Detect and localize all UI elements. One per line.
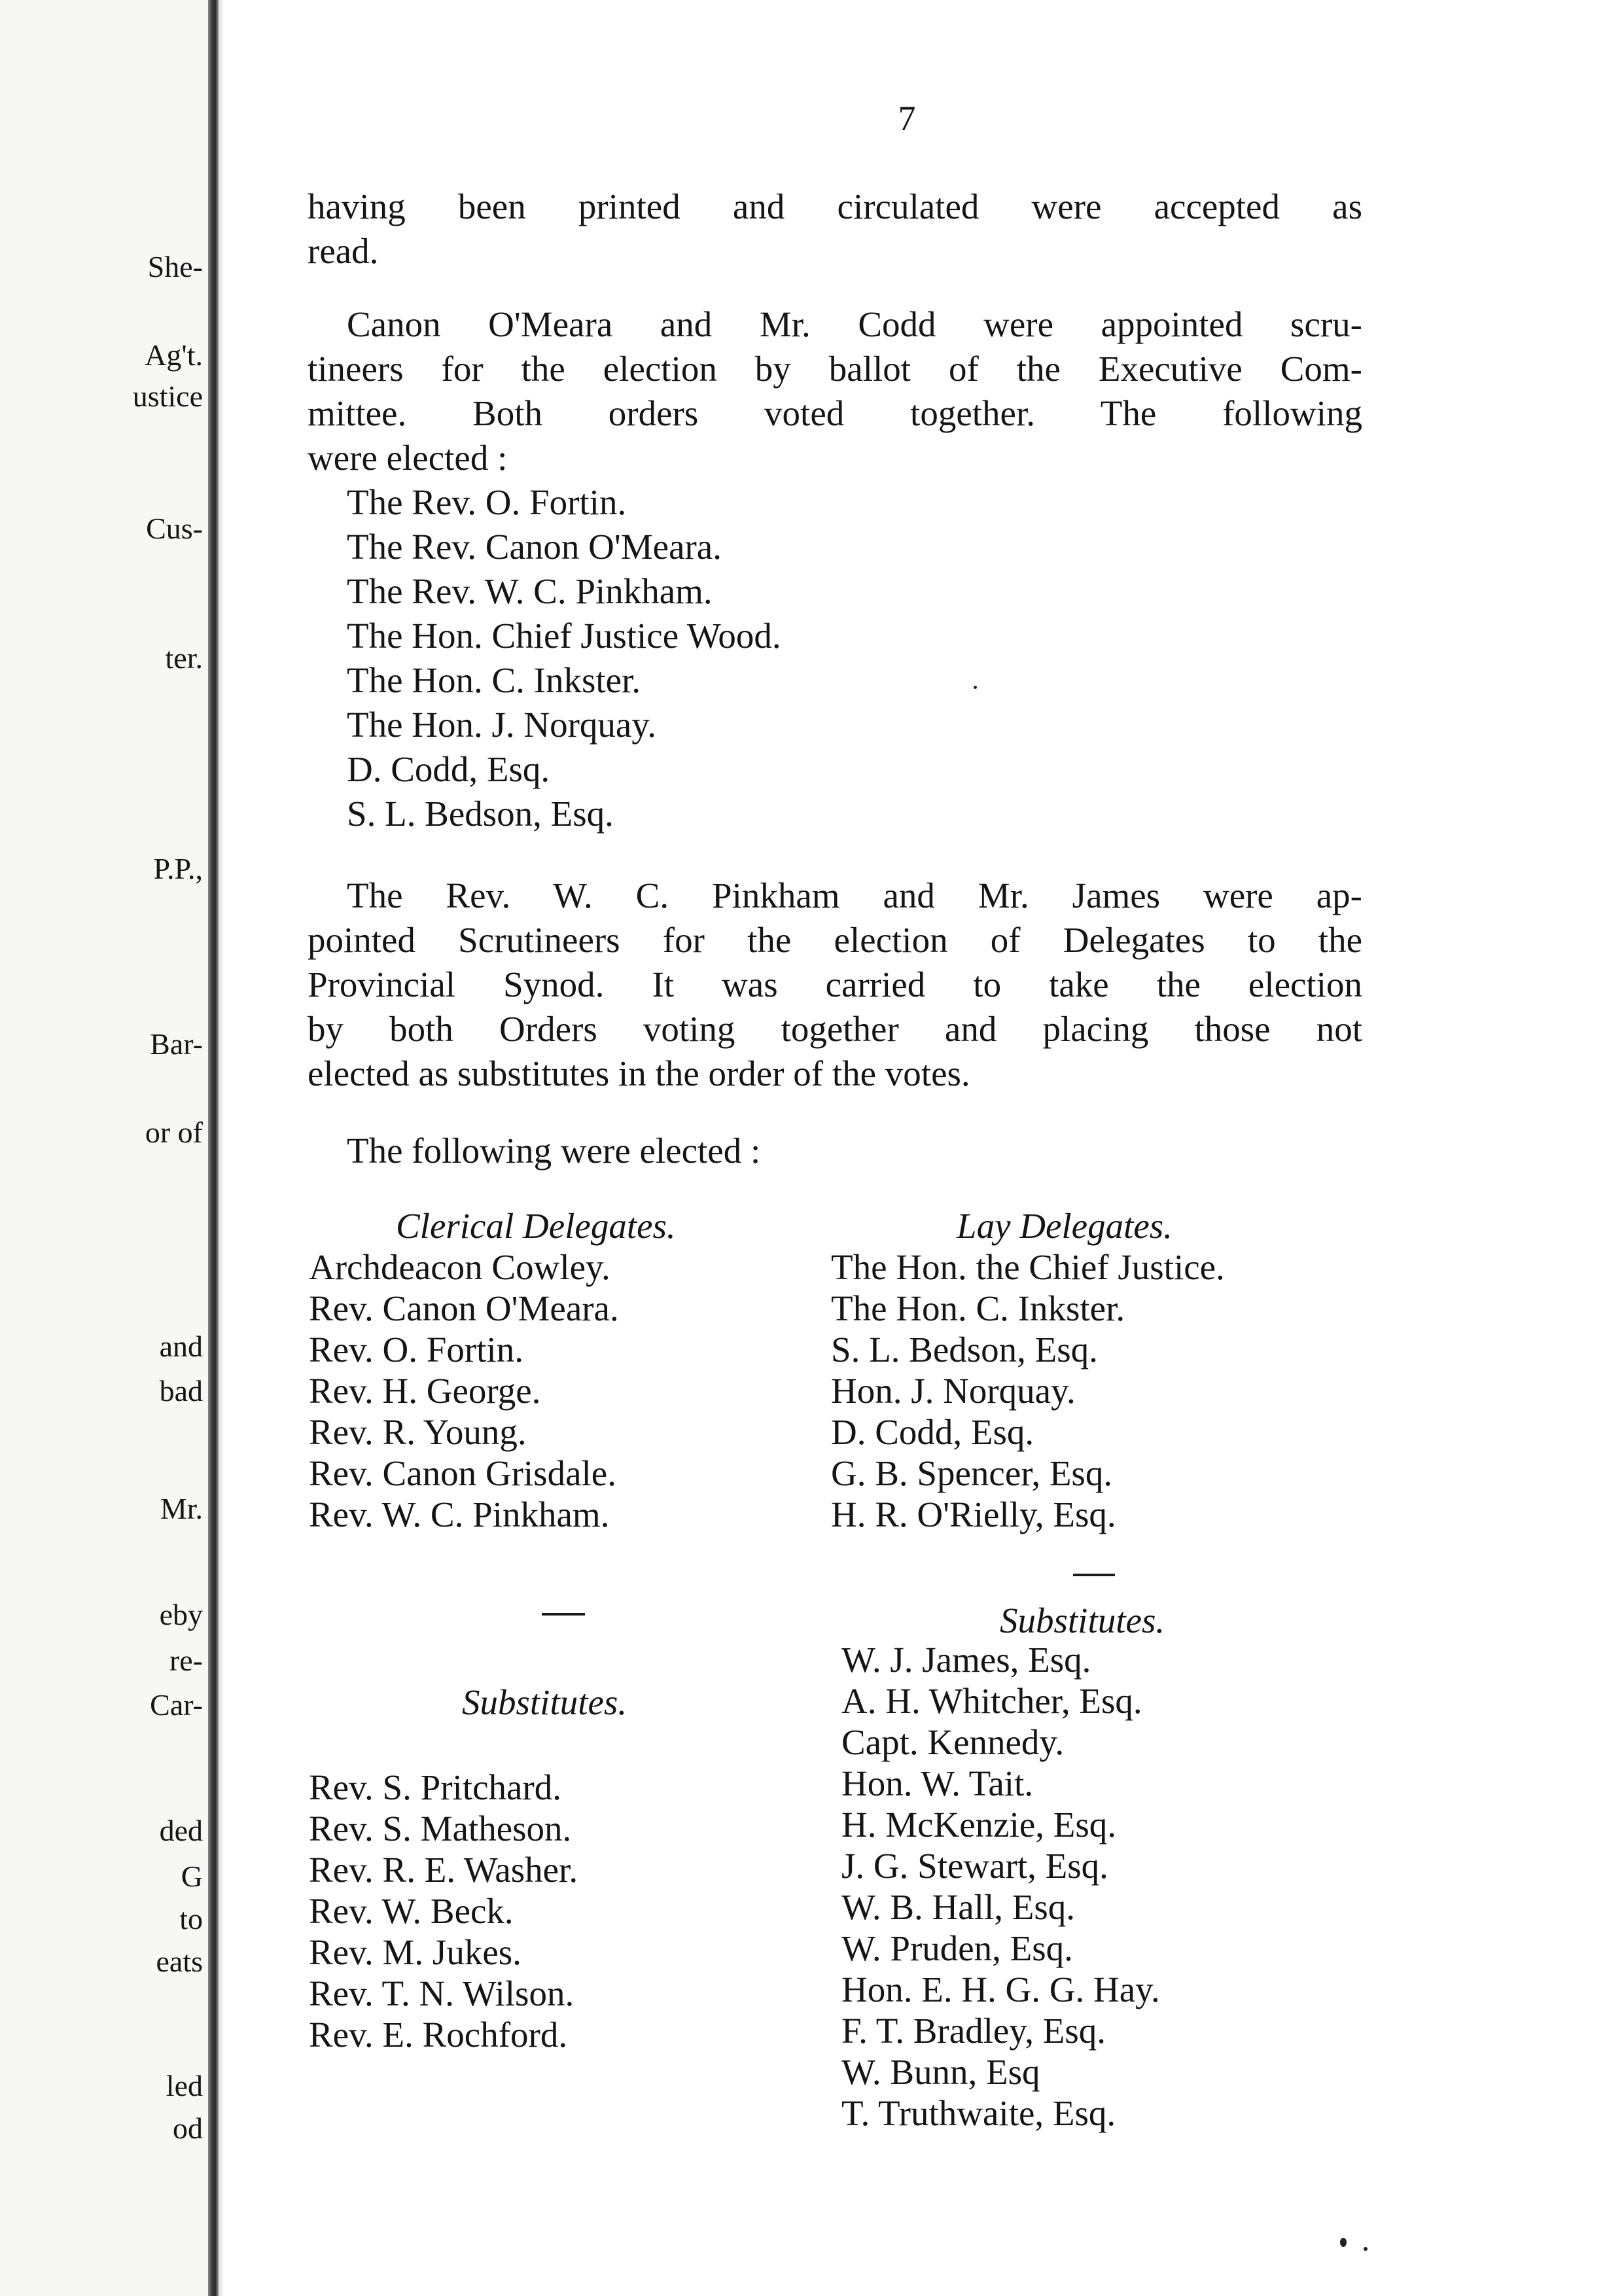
list-item: Hon. J. Norquay. — [831, 1371, 1076, 1411]
list-item: The Hon. the Chief Justice. — [831, 1247, 1225, 1287]
list-item: D. Codd, Esq. — [831, 1412, 1034, 1452]
list-item: Rev. T. N. Wilson. — [309, 1973, 574, 2013]
list-item: W. J. James, Esq. — [841, 1640, 1091, 1680]
paragraph-line: Provincial Synod. It was carried to take the election — [308, 964, 1362, 1004]
following-elected-line — [347, 1129, 1402, 1173]
list-item: Rev. M. Jukes. — [309, 1932, 521, 1972]
list-item: S. L. Bedson, Esq. — [347, 794, 614, 834]
list-item: Rev. E. Rochford. — [309, 2015, 568, 2055]
margin-fragment: She- — [147, 250, 203, 283]
clerical-delegates-list — [309, 1246, 619, 1535]
list-item: Rev. W. Beck. — [309, 1891, 514, 1931]
delegates-paragraph — [308, 874, 1362, 1096]
margin-fragment: or of — [145, 1116, 203, 1149]
list-item: Capt. Kennedy. — [841, 1722, 1065, 1762]
list-item: H. McKenzie, Esq. — [841, 1805, 1117, 1845]
paragraph-line: mittee. Both orders voted together. The following — [308, 393, 1362, 433]
list-item: The Hon. Chief Justice Wood. — [347, 616, 781, 656]
list-item: Rev. S. Matheson. — [309, 1809, 572, 1848]
list-item: Rev. R. E. Washer. — [309, 1850, 578, 1890]
margin-fragment: eats — [156, 1945, 203, 1978]
list-item: The Rev. O. Fortin. — [347, 482, 627, 522]
executive-committee-list — [347, 480, 781, 836]
list-item: J. G. Stewart, Esq. — [841, 1846, 1108, 1886]
clerical-heading: Clerical Delegates. — [396, 1206, 676, 1246]
lay-substitutes-heading: Substitutes. — [1000, 1600, 1165, 1640]
list-item: The Hon. J. Norquay. — [347, 705, 657, 745]
list-item: The Rev. Canon O'Meara. — [347, 527, 722, 567]
list-item: Rev. H. George. — [309, 1371, 541, 1411]
scrutineers-paragraph — [308, 302, 1362, 480]
margin-fragment: bad — [159, 1374, 203, 1407]
section-dash — [542, 1613, 585, 1616]
list-item: Rev. R. Young. — [309, 1412, 527, 1452]
list-item: Hon. E. H. G. G. Hay. — [841, 1969, 1160, 2009]
clerical-substitutes-heading: Substitutes. — [462, 1682, 627, 1722]
page-number: 7 — [898, 99, 916, 138]
margin-fragment: ustice — [132, 380, 203, 413]
gutter-shadow — [219, 0, 224, 2296]
paragraph-line: read. — [308, 231, 379, 271]
margin-fragment: G — [181, 1860, 203, 1893]
print-speck — [974, 686, 977, 689]
list-item: T. Truthwaite, Esq. — [841, 2093, 1116, 2133]
list-item: Hon. W. Tait. — [841, 1763, 1034, 1803]
margin-fragment: od — [173, 2111, 203, 2145]
margin-fragment: Car- — [150, 1688, 203, 1722]
list-item: D. Codd, Esq. — [347, 749, 550, 789]
margin-fragment: and — [159, 1330, 203, 1363]
margin-fragment: re- — [169, 1644, 203, 1677]
list-item: The Rev. W. C. Pinkham. — [347, 571, 713, 611]
margin-fragment: Bar- — [150, 1027, 203, 1061]
list-item: A. H. Whitcher, Esq. — [841, 1681, 1142, 1721]
list-item: Rev. W. C. Pinkham. — [309, 1494, 610, 1534]
list-item: W. Bunn, Esq — [841, 2052, 1040, 2092]
facing-page-edge — [0, 0, 208, 2296]
list-item: G. B. Spencer, Esq. — [831, 1453, 1113, 1493]
list-item: Rev. O. Fortin. — [309, 1330, 523, 1369]
list-item: F. T. Bradley, Esq. — [841, 2011, 1106, 2051]
margin-fragment: Mr. — [160, 1492, 203, 1525]
lay-heading: Lay Delegates. — [957, 1206, 1173, 1246]
list-item: Rev. Canon Grisdale. — [309, 1453, 616, 1493]
intro-paragraph — [308, 185, 1362, 274]
paragraph-line: pointed Scrutineers for the election of Delegates to the — [308, 920, 1362, 960]
paragraph-line: Canon O'Meara and Mr. Codd were appointed scru- — [347, 304, 1362, 344]
margin-fragment: ter. — [165, 641, 203, 675]
section-dash — [1073, 1574, 1115, 1576]
paragraph-line: The following were elected : — [347, 1131, 761, 1171]
book-gutter — [208, 0, 219, 2296]
paragraph-line: The Rev. W. C. Pinkham and Mr. James were ap- — [347, 875, 1362, 915]
paragraph-line: were elected : — [308, 438, 508, 478]
list-item: Rev. Canon O'Meara. — [309, 1288, 619, 1328]
paragraph-line: by both Orders voting together and placing those not — [308, 1009, 1362, 1049]
margin-fragment: P.P., — [153, 852, 203, 885]
paragraph-line: elected as substitutes in the order of the votes. — [308, 1053, 970, 1093]
margin-fragment: Cus- — [146, 512, 203, 545]
list-item: W. Pruden, Esq. — [841, 1928, 1073, 1968]
margin-fragment: Ag't. — [145, 338, 203, 372]
clerical-substitutes-list — [309, 1767, 578, 2055]
paragraph-line: having been printed and circulated were accepted as — [308, 186, 1362, 226]
paragraph-line: tineers for the election by ballot of the Executive Com- — [308, 349, 1362, 389]
list-item: Rev. S. Pritchard. — [309, 1767, 561, 1807]
lay-substitutes-list — [841, 1639, 1160, 2134]
list-item: The Hon. C. Inkster. — [347, 660, 641, 700]
margin-fragment: led — [166, 2069, 203, 2102]
list-item: S. L. Bedson, Esq. — [831, 1330, 1098, 1369]
list-item: Archdeacon Cowley. — [309, 1247, 610, 1287]
print-speck — [1364, 2247, 1368, 2251]
list-item: The Hon. C. Inkster. — [831, 1288, 1125, 1328]
margin-fragment: to — [179, 1902, 203, 1935]
margin-fragment: ded — [159, 1814, 203, 1847]
margin-fragment: eby — [159, 1598, 203, 1631]
list-item: W. B. Hall, Esq. — [841, 1887, 1075, 1927]
print-speck — [1340, 2238, 1347, 2247]
lay-delegates-list — [831, 1246, 1225, 1535]
list-item: H. R. O'Rielly, Esq. — [831, 1494, 1116, 1534]
